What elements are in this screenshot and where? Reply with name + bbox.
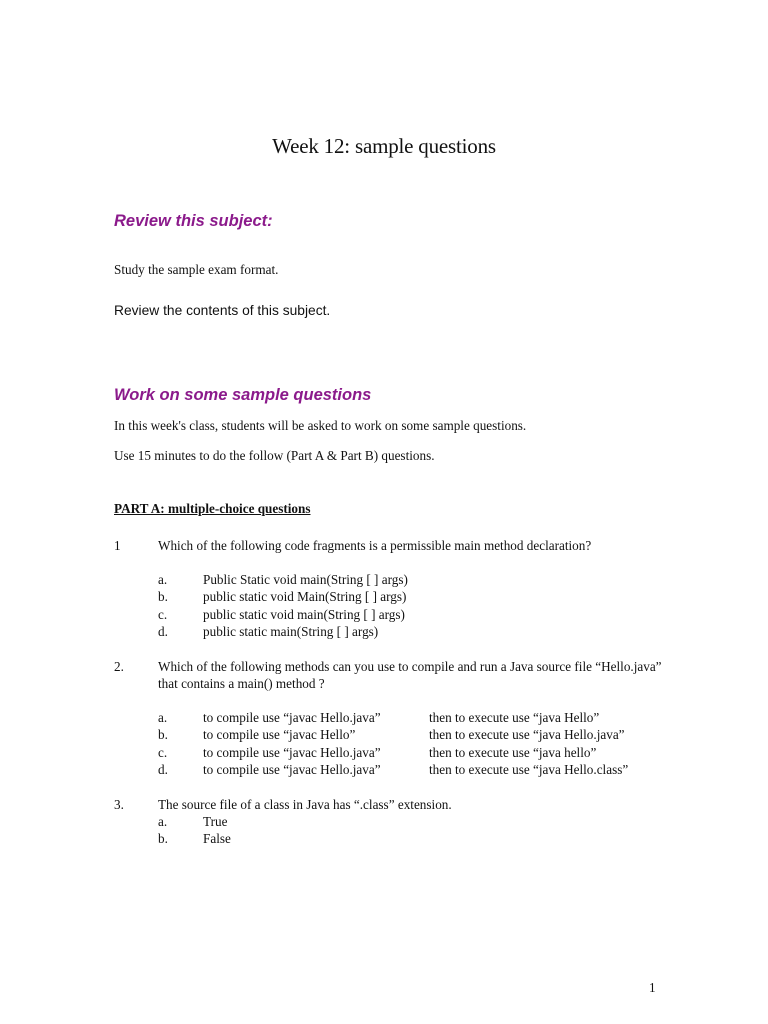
option-letter: b. <box>158 727 168 743</box>
option-text: public static main(String [ ] args) <box>203 624 379 640</box>
option-letter: b. <box>158 589 168 605</box>
question-text: Which of the following code fragments is a permissible main method declaration? <box>158 538 592 553</box>
work-line-2: Use 15 minutes to do the follow (Part A & Part B) questions. <box>114 448 435 463</box>
question-text: Which of the following methods can you use to compile and run a Java source file “Hello.java” that contains a main() method ? <box>158 659 662 692</box>
page-number: 1 <box>649 980 656 995</box>
option-compile-text: to compile use “javac Hello.java” <box>203 744 381 760</box>
option-execute-text: then to execute use “java Hello.java” <box>429 727 625 743</box>
option-execute-text: then to execute use “java hello” <box>429 744 597 760</box>
option-compile-text: to compile use “javac Hello” <box>203 727 356 743</box>
option-letter: c. <box>158 744 168 760</box>
option-text: public static void main(String [ ] args) <box>203 606 405 622</box>
option-letter: a. <box>158 710 168 725</box>
option-text: Public Static void main(String [ ] args) <box>203 572 408 587</box>
question-number: 1 <box>114 538 121 553</box>
option-letter: b. <box>158 831 168 847</box>
work-heading: Work on some sample questions <box>114 386 372 404</box>
review-line-1: Study the sample exam format. <box>114 262 279 277</box>
option-text: False <box>203 831 231 847</box>
review-heading: Review this subject: <box>114 212 273 230</box>
question-number: 2. <box>114 659 124 674</box>
option-letter: d. <box>158 624 168 640</box>
option-compile-text: to compile use “javac Hello.java” <box>203 762 381 778</box>
question-number: 3. <box>114 797 124 812</box>
work-line-1: In this week's class, students will be asked to work on some sample questions. <box>114 418 527 433</box>
option-letter: a. <box>158 814 168 829</box>
option-execute-text: then to execute use “java Hello” <box>429 710 600 725</box>
option-letter: d. <box>158 762 168 778</box>
option-letter: a. <box>158 572 168 587</box>
review-line-2: Review the contents of this subject. <box>114 303 331 318</box>
page-title: Week 12: sample questions <box>272 134 496 158</box>
option-text: True <box>203 814 228 829</box>
option-text: public static void Main(String [ ] args) <box>203 589 407 605</box>
option-letter: c. <box>158 606 168 622</box>
question-text: The source file of a class in Java has “.class” extension. <box>158 797 452 812</box>
part-a-heading: PART A: multiple-choice questions <box>114 501 311 516</box>
option-execute-text: then to execute use “java Hello.class” <box>429 762 629 778</box>
option-compile-text: to compile use “javac Hello.java” <box>203 710 381 725</box>
